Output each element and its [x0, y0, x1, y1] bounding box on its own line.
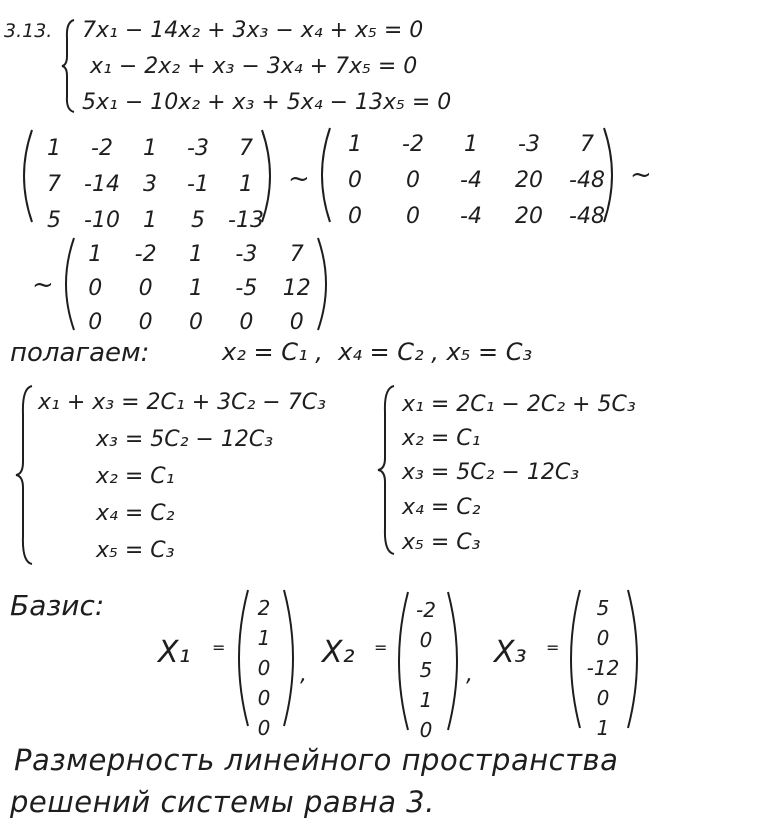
matrix-cell: -2 — [91, 136, 113, 161]
right-system-line-5: x₅ = C₃ — [402, 530, 481, 555]
vector-component: 5 — [596, 596, 610, 620]
equation-2: x₁ − 2x₂ + x₃ − 3x₄ + 7x₅ = 0 — [90, 54, 418, 79]
comma: , — [466, 662, 473, 687]
vector-component: 0 — [596, 626, 610, 650]
matrix-3 — [70, 244, 322, 334]
problem-number: 3.13. — [4, 20, 53, 42]
matrix-cell: -3 — [235, 242, 258, 267]
matrix-cell: 7 — [239, 136, 253, 161]
matrix-cell: 5 — [191, 208, 205, 233]
matrix-cell: 0 — [88, 276, 103, 301]
matrix-cell: -2 — [402, 132, 424, 157]
matrix2-right-paren — [600, 126, 622, 224]
matrix-cell: 20 — [515, 204, 543, 229]
tilde-2: ~ — [630, 160, 652, 190]
matrix-cell: 20 — [515, 168, 543, 193]
matrix-cell: 0 — [348, 168, 362, 193]
vector-component: -12 — [586, 656, 620, 680]
right-system-line-2: x₂ = C₁ — [402, 426, 481, 451]
left-system-brace — [14, 384, 36, 566]
matrix-cell: 0 — [138, 276, 153, 301]
matrix-cell: -48 — [569, 168, 605, 193]
vector-component: 0 — [257, 716, 271, 740]
matrix-cell: -3 — [187, 136, 209, 161]
basis-vector-2-name: X₂ — [322, 635, 355, 670]
matrix-cell: 7 — [47, 172, 61, 197]
matrix-cell: 1 — [464, 132, 478, 157]
right-system-line-4: x₄ = C₂ — [402, 495, 481, 520]
vector-component: 0 — [419, 718, 433, 742]
basis-vector-3-name: X₃ — [494, 635, 527, 670]
substitution-text: x₂ = C₁ , x₄ = C₂ , x₅ = C₃ — [222, 338, 533, 366]
matrix-cell: 1 — [188, 276, 203, 301]
vector2-right-paren — [444, 590, 468, 732]
left-system-line-4: x₄ = C₂ — [96, 501, 175, 526]
matrix-cell: 1 — [88, 242, 103, 267]
vector-component: 0 — [257, 686, 271, 710]
equals-sign: = — [212, 638, 226, 657]
basis-vector-1-name: X₁ — [158, 635, 191, 670]
matrix-cell: 1 — [239, 172, 253, 197]
conclusion-line-1: Размерность линейного пространства — [14, 743, 619, 777]
vector-component: 5 — [419, 658, 433, 682]
matrix-2 — [326, 134, 616, 228]
matrix-cell: 0 — [406, 168, 420, 193]
vector-component: -2 — [416, 598, 436, 622]
vector-component: 1 — [257, 626, 271, 650]
matrix-cell: 1 — [143, 208, 157, 233]
matrix-cell: -10 — [84, 208, 120, 233]
matrix-cell: 7 — [580, 132, 594, 157]
basis-label: Базис: — [10, 589, 105, 622]
matrix-cell: 0 — [188, 310, 203, 335]
matrix-1 — [30, 138, 270, 232]
matrix-cell: -13 — [228, 208, 264, 233]
matrix-cell: -14 — [84, 172, 120, 197]
basis-vector-1 — [246, 598, 282, 738]
tilde-3: ~ — [32, 270, 54, 300]
matrix-cell: 0 — [239, 310, 254, 335]
matrix-cell: 1 — [188, 242, 203, 267]
right-system-line-3: x₃ = 5C₂ − 12C₃ — [402, 460, 580, 485]
vector-component: 1 — [419, 688, 433, 712]
matrix-cell: 1 — [47, 136, 61, 161]
matrix-cell: -3 — [518, 132, 540, 157]
right-system-line-1: x₁ = 2C₁ − 2C₂ + 5C₃ — [402, 392, 636, 417]
matrix-cell: 7 — [289, 242, 304, 267]
equation-3: 5x₁ − 10x₂ + x₃ + 5x₄ − 13x₅ = 0 — [82, 90, 452, 115]
system-brace — [60, 18, 80, 114]
matrix-cell: -2 — [134, 242, 157, 267]
left-system-line-5: x₅ = C₃ — [96, 538, 175, 563]
matrix-cell: 0 — [88, 310, 103, 335]
matrix1-right-paren — [258, 128, 280, 224]
matrix-cell: -1 — [187, 172, 209, 197]
matrix-cell: 3 — [143, 172, 157, 197]
vector-component: 0 — [419, 628, 433, 652]
matrix-cell: -4 — [460, 204, 482, 229]
matrix-cell: 0 — [138, 310, 153, 335]
equals-sign: = — [374, 638, 388, 657]
left-system-line-3: x₂ = C₁ — [96, 464, 175, 489]
tilde-1: ~ — [288, 164, 310, 194]
vector3-right-paren — [624, 588, 648, 730]
left-system-line-2: x₃ = 5C₂ − 12C₃ — [96, 427, 274, 452]
matrix-cell: 5 — [47, 208, 61, 233]
matrix-cell: -4 — [460, 168, 482, 193]
right-system-brace — [376, 384, 398, 556]
vector-component: 2 — [257, 596, 271, 620]
conclusion-line-2: решений системы равна 3. — [10, 785, 435, 819]
matrix-cell: -48 — [569, 204, 605, 229]
matrix-cell: 1 — [143, 136, 157, 161]
matrix-cell: 0 — [289, 310, 304, 335]
basis-vector-3 — [580, 598, 626, 738]
vector-component: 0 — [257, 656, 271, 680]
matrix-cell: 1 — [348, 132, 362, 157]
matrix-cell: -5 — [235, 276, 258, 301]
vector-component: 1 — [596, 716, 610, 740]
equation-1: 7x₁ − 14x₂ + 3x₃ − x₄ + x₅ = 0 — [82, 18, 424, 43]
matrix-cell: 12 — [282, 276, 311, 301]
matrix-cell: 0 — [348, 204, 362, 229]
matrix3-right-paren — [314, 236, 336, 332]
matrix-cell: 0 — [406, 204, 420, 229]
equals-sign: = — [546, 638, 560, 657]
basis-vector-2 — [406, 600, 446, 740]
substitution-label: полагаем: — [10, 338, 150, 368]
vector1-right-paren — [280, 588, 304, 728]
comma: , — [300, 662, 307, 687]
left-system-line-1: x₁ + x₃ = 2C₁ + 3C₂ − 7C₃ — [38, 390, 326, 415]
vector-component: 0 — [596, 686, 610, 710]
